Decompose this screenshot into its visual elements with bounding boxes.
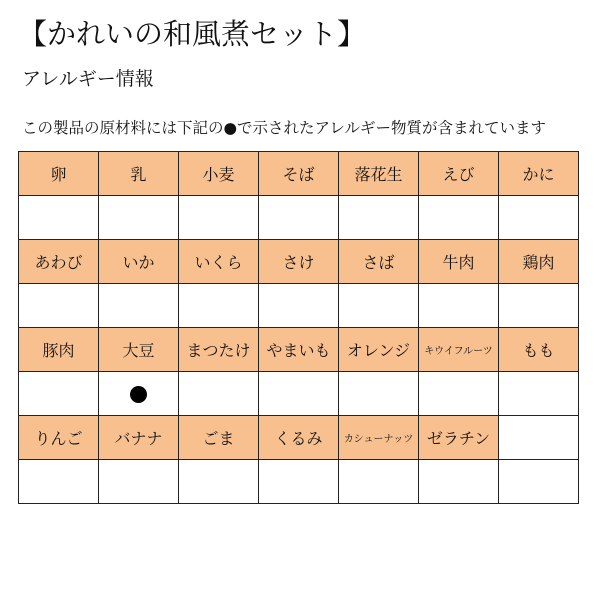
allergen-label: まつたけ bbox=[179, 328, 259, 372]
allergen-header-row bbox=[19, 416, 579, 460]
allergen-mark-cell bbox=[179, 284, 259, 328]
allergen-label: そば bbox=[259, 152, 339, 196]
allergen-label: かに bbox=[499, 152, 579, 196]
allergen-mark-cell bbox=[339, 196, 419, 240]
empty-cell bbox=[499, 460, 579, 504]
page-title: 【かれいの和風煮セット】 bbox=[18, 17, 367, 51]
allergen-mark-cell bbox=[419, 460, 499, 504]
allergen-mark-row bbox=[19, 196, 579, 240]
allergen-label: 卵 bbox=[19, 152, 99, 196]
allergen-label: りんご bbox=[19, 416, 99, 460]
allergen-label: さけ bbox=[259, 240, 339, 284]
allergen-label: 豚肉 bbox=[19, 328, 99, 372]
allergen-label: 乳 bbox=[99, 152, 179, 196]
allergen-label: 小麦 bbox=[179, 152, 259, 196]
allergen-label: 鶏肉 bbox=[499, 240, 579, 284]
allergen-mark-cell bbox=[19, 196, 99, 240]
allergen-mark-cell bbox=[19, 284, 99, 328]
allergy-info-heading: アレルギー情報 bbox=[22, 68, 154, 90]
allergen-mark-cell bbox=[259, 372, 339, 416]
allergen-label: 牛肉 bbox=[419, 240, 499, 284]
allergen-label: カシューナッツ bbox=[339, 416, 419, 460]
allergen-label: もも bbox=[499, 328, 579, 372]
allergen-mark-cell bbox=[339, 372, 419, 416]
allergen-mark-cell bbox=[99, 196, 179, 240]
allergen-table bbox=[18, 151, 579, 504]
allergen-mark-cell bbox=[179, 460, 259, 504]
allergen-mark-cell bbox=[99, 372, 179, 416]
allergen-mark-cell bbox=[99, 460, 179, 504]
allergen-header-row bbox=[19, 240, 579, 284]
allergen-mark-cell bbox=[259, 460, 339, 504]
allergen-mark-cell bbox=[99, 284, 179, 328]
allergen-label: くるみ bbox=[259, 416, 339, 460]
allergen-mark-cell bbox=[179, 196, 259, 240]
allergen-label: いか bbox=[99, 240, 179, 284]
allergen-mark-cell bbox=[179, 372, 259, 416]
allergen-label: さば bbox=[339, 240, 419, 284]
allergen-mark-cell bbox=[419, 284, 499, 328]
allergen-mark-cell bbox=[19, 372, 99, 416]
allergen-mark-cell bbox=[339, 284, 419, 328]
allergen-label: 落花生 bbox=[339, 152, 419, 196]
allergen-label: ゼラチン bbox=[419, 416, 499, 460]
empty-cell bbox=[499, 416, 579, 460]
allergen-mark-cell bbox=[499, 196, 579, 240]
allergen-mark-cell bbox=[419, 196, 499, 240]
allergen-mark-row bbox=[19, 372, 579, 416]
allergen-label: いくら bbox=[179, 240, 259, 284]
allergen-label: やまいも bbox=[259, 328, 339, 372]
allergy-note: この製品の原材料には下記の●で示されたアレルギー物質が含まれています bbox=[22, 119, 547, 137]
allergen-mark-row bbox=[19, 460, 579, 504]
allergen-label: オレンジ bbox=[339, 328, 419, 372]
allergen-label: あわび bbox=[19, 240, 99, 284]
allergen-mark-cell bbox=[19, 460, 99, 504]
allergen-label: 大豆 bbox=[99, 328, 179, 372]
allergen-mark-cell bbox=[259, 284, 339, 328]
allergen-mark-cell bbox=[339, 460, 419, 504]
allergen-label: ごま bbox=[179, 416, 259, 460]
allergen-mark-row bbox=[19, 284, 579, 328]
allergen-label: えび bbox=[419, 152, 499, 196]
allergen-mark-cell bbox=[499, 372, 579, 416]
allergen-label: バナナ bbox=[99, 416, 179, 460]
allergen-mark-cell bbox=[259, 196, 339, 240]
allergen-label: キウイフルーツ bbox=[419, 328, 499, 372]
allergen-mark-cell bbox=[419, 372, 499, 416]
allergen-mark-cell bbox=[499, 284, 579, 328]
allergen-header-row bbox=[19, 328, 579, 372]
contains-mark-icon bbox=[130, 386, 147, 403]
allergen-header-row bbox=[19, 152, 579, 196]
